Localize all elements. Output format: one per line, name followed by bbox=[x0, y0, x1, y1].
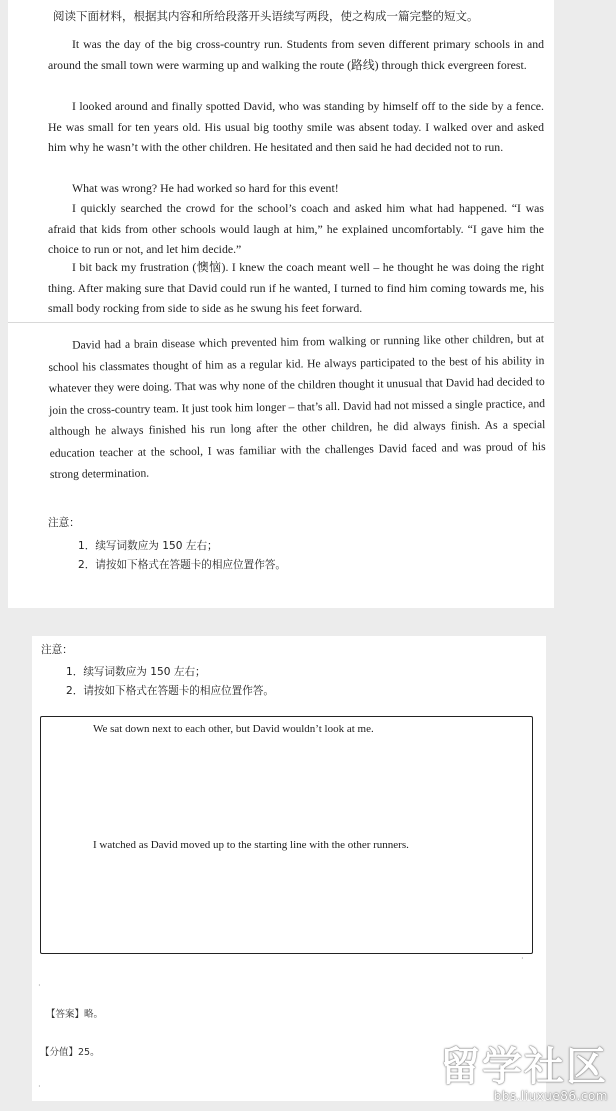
scan-dot: · bbox=[38, 1082, 41, 1091]
scanned-page-2 bbox=[32, 636, 546, 1101]
scanned-page-1 bbox=[8, 0, 554, 608]
box-opening-line-1: We sat down next to each other, but David wouldn’t look at me. bbox=[93, 723, 374, 735]
answer-label: 【答案】略。 bbox=[46, 1009, 104, 1020]
instruction-text: 阅读下面材料，根据其内容和所给段落开头语续写两段，使之构成一篇完整的短文。 bbox=[53, 9, 479, 23]
notes-title: 注意： bbox=[48, 517, 80, 529]
note-1: 1．续写词数应为 150 左右； bbox=[78, 540, 218, 552]
score-label: 【分值】25。 bbox=[40, 1047, 100, 1058]
paragraph-6: David had a brain disease which prevented him from walking or running like other children, but at school his classmates thought of him as a regular kid. He always participated to the best of his ability in whatever they were doing. That was why none of the children thought it unusual that David had decided to join the cross-country team. It just took him longer – that’s all. David had not missed a single practice, and although he always finished his run long after the other children, he did always finish. As a special education teacher at the school, I was familiar with the challenges David faced and was proud of his strong determination. bbox=[48, 332, 546, 481]
watermark-title: 留学社区 bbox=[440, 1044, 608, 1090]
paragraph-1: It was the day of the big cross-country run. Students from seven different primary schools in and around the small town were warming up and walking the route (路线) through thick evergreen forest. bbox=[48, 37, 544, 72]
watermark bbox=[438, 1045, 608, 1103]
paragraph-4: I quickly searched the crowd for the school’s coach and asked him what had happened. “I was afraid that kids from other schools would laugh at him,” he explained uncomfortably. “I gave him the choice to run or not, and let him decide.” bbox=[48, 201, 544, 257]
box-opening-line-2: I watched as David moved up to the starting line with the other runners. bbox=[93, 839, 409, 851]
answer-format-box bbox=[40, 716, 533, 954]
note-2: 2．请按如下格式在答题卡的相应位置作答。 bbox=[78, 559, 287, 571]
scan-dot: · bbox=[38, 981, 41, 990]
scan-dot: · bbox=[521, 954, 524, 963]
paragraph-2: I looked around and finally spotted David, who was standing by himself off to the side by a fence. He was small for ten years old. His usual big toothy smile was absent today. I walked over and asked him why he wasn’t with the other children. He hesitated and then said he had decided not to run. bbox=[48, 99, 544, 155]
note-2-2: 2．请按如下格式在答题卡的相应位置作答。 bbox=[66, 685, 275, 697]
paragraph-5: I bit back my frustration (懊恼). I knew the coach meant well – he thought he was doing the right thing. After making sure that David could run if he wanted, I turned to find him coming towards me, his small body rocking from side to side as he swung his feet forward. bbox=[48, 260, 544, 316]
watermark-url: bbs.liuxue86.com bbox=[493, 1089, 608, 1103]
notes-title-2: 注意： bbox=[41, 644, 73, 656]
paragraph-3: What was wrong? He had worked so hard for this event! bbox=[72, 181, 339, 195]
page-seam bbox=[8, 322, 554, 323]
note-2-1: 1．续写词数应为 150 左右； bbox=[66, 666, 206, 678]
